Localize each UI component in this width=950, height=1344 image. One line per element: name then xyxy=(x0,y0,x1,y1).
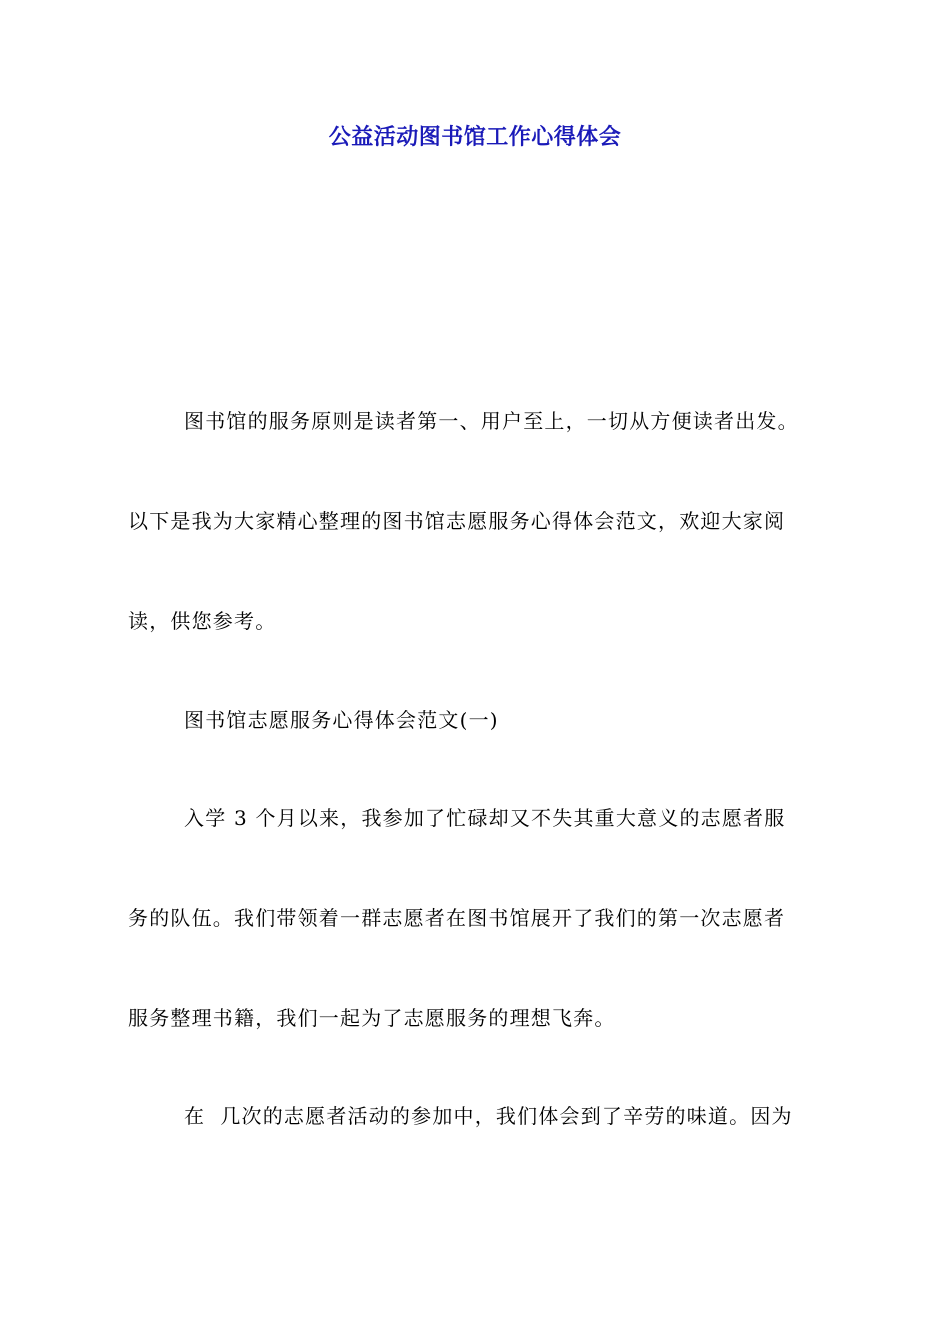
paragraph-line: 务的队伍。我们带领着一群志愿者在图书馆展开了我们的第一次志愿者 xyxy=(128,906,786,930)
section-heading: 图书馆志愿服务心得体会范文(一) xyxy=(184,708,499,732)
paragraph-line: 读，供您参考。 xyxy=(128,609,277,633)
paragraph-line: 服务整理书籍，我们一起为了志愿服务的理想飞奔。 xyxy=(128,1006,616,1030)
document-title: 公益活动图书馆工作心得体会 xyxy=(328,125,622,150)
paragraph-line: 在 几次的志愿者活动的参加中，我们体会到了辛劳的味道。因为 xyxy=(184,1104,793,1128)
paragraph-line: 以下是我为大家精心整理的图书馆志愿服务心得体会范文，欢迎大家阅 xyxy=(128,509,786,533)
paragraph-line: 入学 3 个月以来，我参加了忙碌却又不失其重大意义的志愿者服 xyxy=(184,806,786,830)
paragraph-line: 图书馆的服务原则是读者第一、用户至上，一切从方便读者出发。 xyxy=(184,409,799,433)
